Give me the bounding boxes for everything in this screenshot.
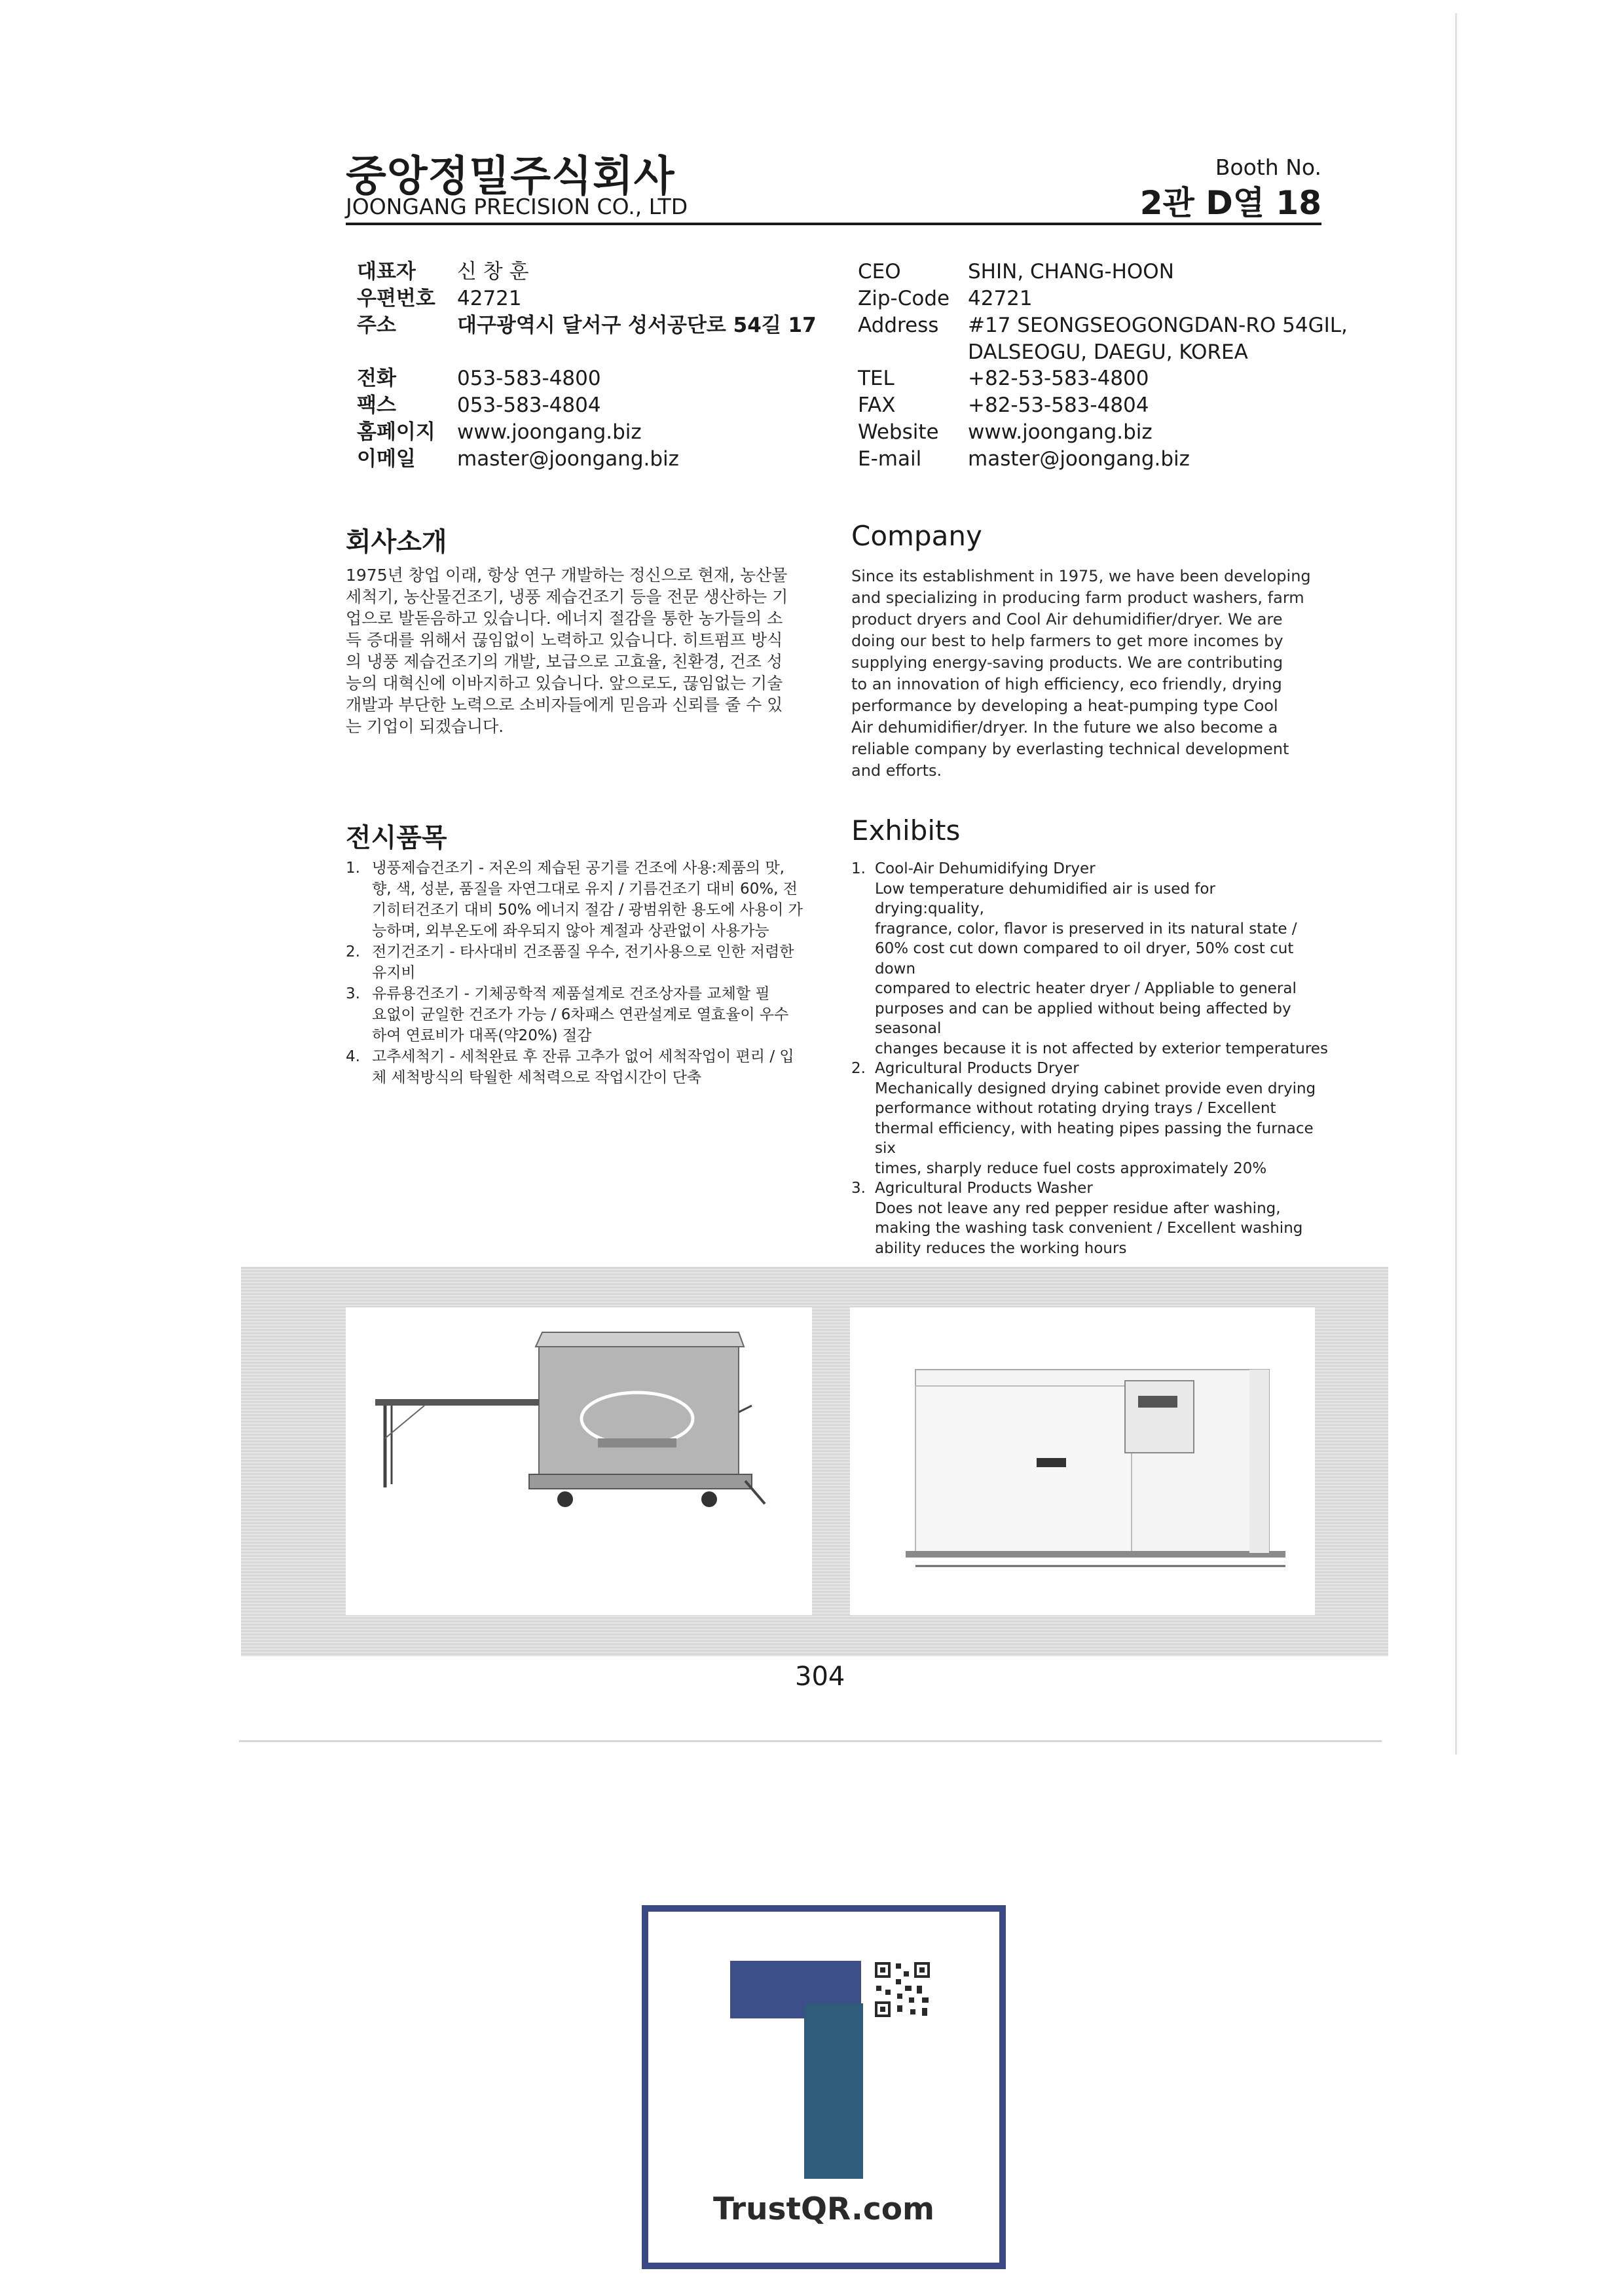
text-line: 능의 대혁신에 이바지하고 있습니다. 앞으로도, 끊임없는 기술 <box>346 674 783 693</box>
info-value: +82-53-583-4804 <box>968 393 1149 417</box>
text-line: performance without rotating drying trays / Excellent <box>875 1100 1276 1117</box>
text-line: 기히터건조기 대비 50% 에너지 절감 / 광범위한 용도에 사용이 가 <box>372 902 803 919</box>
item-number: 2. <box>346 943 360 960</box>
text-line: times, sharply reduce fuel costs approximately 20% <box>875 1159 1267 1177</box>
text-line: product dryers and Cool Air dehumidifier/dryer. We are <box>851 610 1283 629</box>
info-key: 대표자 <box>357 260 416 283</box>
item-number: 4. <box>346 1048 360 1065</box>
text-line: 1975년 창업 이래, 항상 연구 개발하는 정신으로 현재, 농산물 <box>346 566 788 585</box>
page-number: 304 <box>795 1662 845 1692</box>
text-line: Since its establishment in 1975, we have been developing <box>851 567 1311 585</box>
text-line: Air dehumidifier/dryer. In the future we also become a <box>851 718 1278 737</box>
text-line: ability reduces the working hours <box>875 1239 1127 1257</box>
info-value: #17 SEONGSEOGONGDAN-RO 54GIL, <box>968 314 1348 337</box>
text-line: Does not leave any red pepper residue after washing, <box>875 1199 1281 1217</box>
exhibit-item <box>346 983 824 1046</box>
product-photo-dryer-cart <box>346 1307 812 1615</box>
info-key: 전화 <box>357 367 396 390</box>
info-key: FAX <box>858 393 896 417</box>
company-name-english: JOONGANG PRECISION CO., LTD <box>346 194 688 219</box>
booth-number: 2관 D열 18 <box>1139 184 1321 222</box>
text-line: Agricultural Products Dryer <box>875 1060 1079 1077</box>
text-line: fragrance, color, flavor is preserved in its natural state / <box>875 920 1297 938</box>
info-key: E-mail <box>858 447 922 471</box>
exhibit-item <box>851 859 1329 1059</box>
item-number: 1. <box>851 860 866 877</box>
text-line: Agricultural Products Washer <box>875 1180 1093 1197</box>
info-key: TEL <box>858 367 895 390</box>
text-line: 유류용건조기 - 기체공학적 제품설계로 건조상자를 교체할 필 <box>372 985 770 1002</box>
info-key: CEO <box>858 260 901 283</box>
exhibits-list-english <box>851 859 1329 1258</box>
booth-label: Booth No. <box>1215 155 1321 180</box>
text-line: Low temperature dehumidified air is used for drying:quality, <box>875 880 1215 917</box>
trustqr-brand-text[interactable]: TrustQR.com <box>713 2191 934 2227</box>
info-key: Website <box>858 420 939 444</box>
product-photo-strip <box>241 1267 1388 1656</box>
info-korean <box>357 259 815 481</box>
text-line: purposes and can be applied without being affected by seasonal <box>875 1000 1291 1037</box>
info-value: +82-53-583-4800 <box>968 367 1149 390</box>
info-value: DALSEOGU, DAEGU, KOREA <box>968 340 1248 364</box>
text-line: 향, 색, 성분, 품질을 자연그대로 유지 / 기름건조기 대비 60%, 전 <box>372 881 798 898</box>
text-line: 유지비 <box>372 964 416 981</box>
page-edge-line <box>1455 13 1457 1755</box>
item-number: 1. <box>346 860 360 877</box>
info-value: SHIN, CHANG-HOON <box>968 260 1174 283</box>
text-line: reliable company by everlasting technical development <box>851 740 1289 758</box>
exhibits-title-english: Exhibits <box>851 814 961 847</box>
text-line: 냉풍제습건조기 - 저온의 제습된 공기를 건조에 사용:제품의 맛, <box>372 860 784 877</box>
text-line: supplying energy-saving products. We are contributing <box>851 653 1283 672</box>
info-value: 42721 <box>457 287 522 310</box>
info-value: www.joongang.biz <box>968 420 1153 444</box>
intro-text-english <box>851 566 1329 782</box>
text-line: 세척기, 농산물건조기, 냉풍 제습건조기 등을 전문 생산하는 기 <box>346 587 788 606</box>
exhibit-item <box>346 941 824 983</box>
exhibits-title-korean: 전시품목 <box>346 823 447 853</box>
text-line: changes because it is not affected by exterior temperatures <box>875 1040 1328 1057</box>
exhibit-item <box>851 1059 1329 1178</box>
info-key: 홈페이지 <box>357 420 435 444</box>
text-line: compared to electric heater dryer / Appliable to general <box>875 980 1297 997</box>
item-number: 2. <box>851 1060 866 1077</box>
text-line: 는 기업이 되겠습니다. <box>346 717 504 736</box>
info-english <box>858 259 1348 481</box>
text-line: thermal efficiency, with heating pipes passing the furnace six <box>875 1120 1314 1157</box>
exhibits-list-korean <box>346 858 824 1088</box>
text-line: 하여 연료비가 대폭(약20%) 절감 <box>372 1027 592 1044</box>
product-photo-dehumidifying-dryer <box>850 1307 1315 1615</box>
text-line: Mechanically designed drying cabinet provide even drying <box>875 1080 1316 1097</box>
info-value: www.joongang.biz <box>457 420 642 444</box>
text-line: 개발과 부단한 노력으로 소비자들에게 믿음과 신뢰를 줄 수 있 <box>346 695 783 714</box>
info-key: 주소 <box>357 314 396 337</box>
info-key: 팩스 <box>357 393 396 417</box>
text-line: 업으로 발돋음하고 있습니다. 에너지 절감을 통한 농가들의 소 <box>346 609 783 628</box>
item-number: 3. <box>851 1180 866 1197</box>
exhibit-item <box>346 1046 824 1088</box>
info-key: Address <box>858 314 939 337</box>
exhibit-item <box>851 1178 1329 1258</box>
text-line: performance by developing a heat-pumping type Cool <box>851 697 1278 715</box>
info-value: 대구광역시 달서구 성서공단로 54길 17 <box>457 314 817 337</box>
header-rule <box>346 223 1321 225</box>
info-value: master@joongang.biz <box>968 447 1190 471</box>
bottom-rule <box>239 1740 1382 1742</box>
info-value: 42721 <box>968 287 1033 310</box>
info-key: 이메일 <box>357 447 416 471</box>
text-line: 60% cost cut down compared to oil dryer, 50% cost cut down <box>875 940 1294 977</box>
text-line: making the washing task convenient / Excellent washing <box>875 1220 1303 1237</box>
text-line: 능하며, 외부온도에 좌우되지 않아 계절과 상관없이 사용가능 <box>372 922 769 939</box>
text-line: and specializing in producing farm product washers, farm <box>851 589 1304 607</box>
text-line: Cool-Air Dehumidifying Dryer <box>875 860 1096 877</box>
info-value: 신 창 훈 <box>457 260 529 283</box>
company-name-korean: 중앙정밀주식회사 <box>346 153 675 201</box>
text-line: to an innovation of high efficiency, eco friendly, drying <box>851 675 1282 693</box>
info-value: master@joongang.biz <box>457 447 679 471</box>
text-line: 체 세척방식의 탁월한 세척력으로 작업시간이 단축 <box>372 1069 702 1086</box>
text-line: doing our best to help farmers to get more incomes by <box>851 632 1283 650</box>
text-line: 의 냉풍 제습건조기의 개발, 보급으로 고효율, 친환경, 건조 성 <box>346 652 783 671</box>
info-value: 053-583-4804 <box>457 393 601 417</box>
text-line: 전기건조기 - 타사대비 건조품질 우수, 전기사용으로 인한 저렴한 <box>372 943 794 960</box>
item-number: 3. <box>346 985 360 1002</box>
info-key: Zip-Code <box>858 287 950 310</box>
intro-title-korean: 회사소개 <box>346 527 447 557</box>
text-line: 고추세척기 - 세척완료 후 잔류 고추가 없어 세척작업이 편리 / 입 <box>372 1048 794 1065</box>
text-line: 요없이 균일한 건조가 가능 / 6차패스 연관설계로 열효율이 우수 <box>372 1006 789 1023</box>
intro-text-korean <box>346 564 817 737</box>
dryer-cart-illustration <box>346 1307 812 1615</box>
text-line: 득 증대를 위해서 끊임없이 노력하고 있습니다. 히트펌프 방식 <box>346 630 783 649</box>
exhibit-item <box>346 858 824 941</box>
text-line: and efforts. <box>851 761 942 780</box>
dehumidifying-dryer-illustration <box>850 1307 1315 1615</box>
intro-title-english: Company <box>851 520 982 552</box>
info-value: 053-583-4800 <box>457 367 601 390</box>
info-key: 우편번호 <box>357 287 435 310</box>
